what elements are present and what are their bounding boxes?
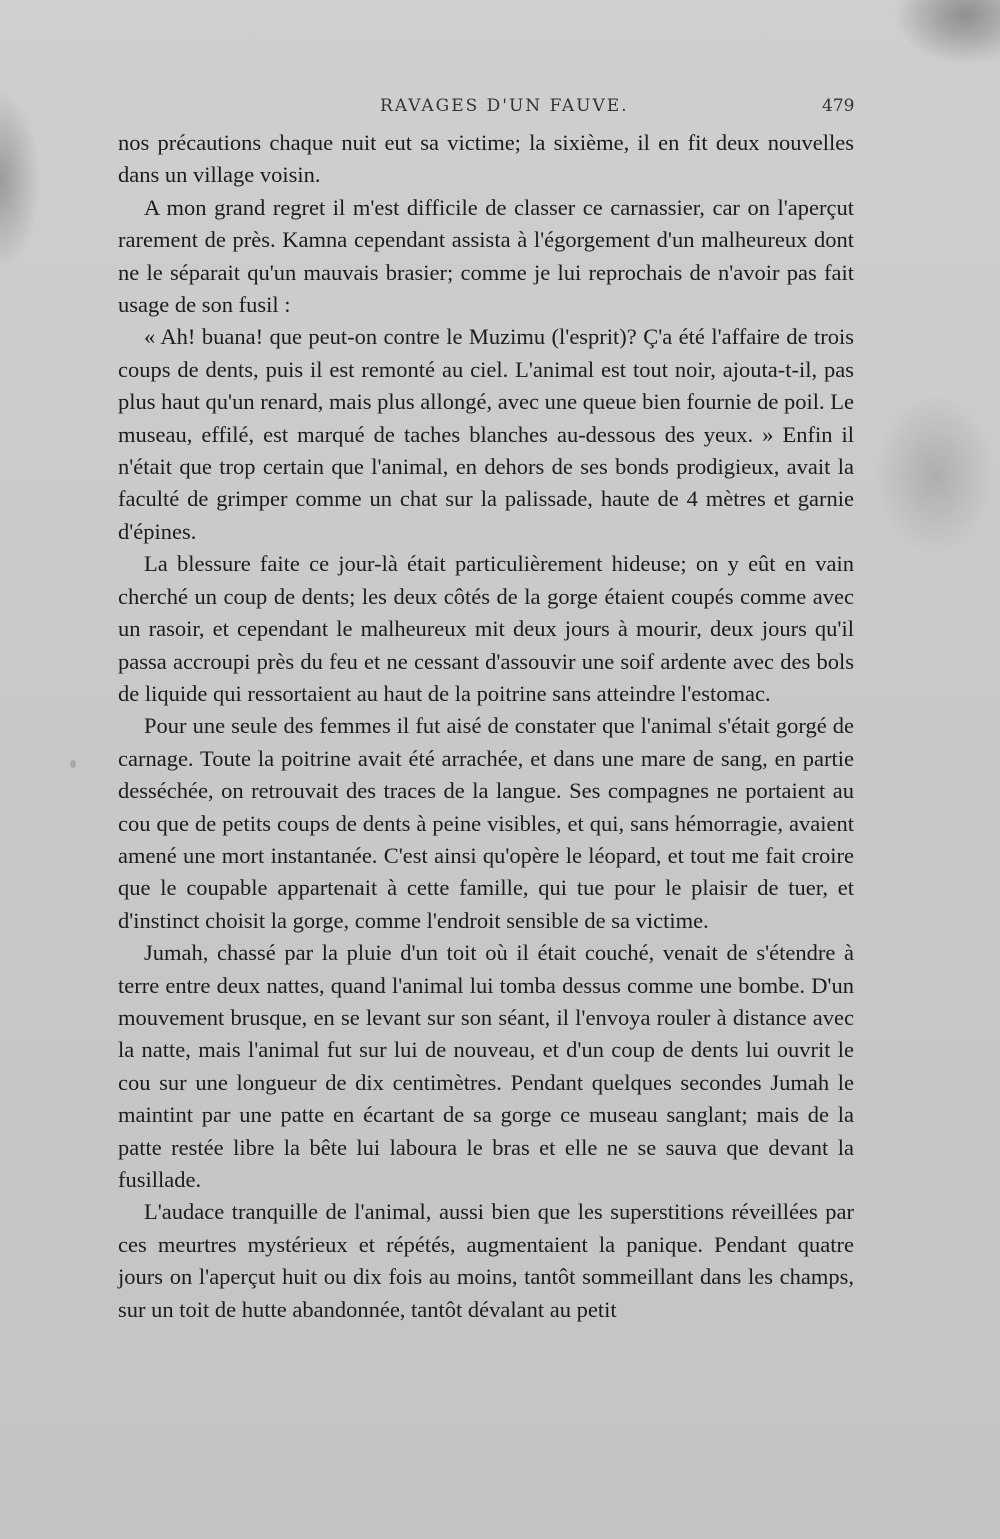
page-number: 479 — [822, 96, 855, 116]
paragraph: nos précautions chaque nuit eut sa victime; la sixième, il en fit deux nouvelles dans un village voisin. — [118, 130, 854, 188]
ink-spot — [70, 760, 76, 768]
paragraph: « Ah! buana! que peut-on contre le Muzimu (l'esprit)? Ç'a été l'affaire de trois coups de dents, puis il est remonté au ciel. L'animal est tout noir, ajouta-t-il, pas plus haut qu'un renard, mais plus allongé, avec une queue bien fournie de poil. Le museau, effilé, est marqué de taches blanches au-dessous des yeux. » Enfin il n'était que trop certain que l'animal, en dehors de ses bonds prodigieux, avait la faculté de grimper comme un chat sur la palissade, haute de 4 mètres et garnie d'épines. — [118, 324, 854, 544]
running-head: RAVAGES D'UN FAUVE. — [380, 96, 629, 116]
paragraph: L'audace tranquille de l'animal, aussi bien que les superstitions réveillées par ces meurtres mystérieux et répétés, augmentaient la panique. Pendant quatre jours on l'aperçut huit ou dix fois au moins, tantôt sommeillant dans les champs, sur un toit de hutte abandonnée, tantôt dévalant au petit — [118, 1199, 854, 1322]
paragraph: Pour une seule des femmes il fut aisé de constater que l'animal s'était gorgé de carnage. Toute la poitrine avait été arrachée, et dans une mare de sang, en partie desséchée, on retrouvait des traces de la langue. Ses compagnes ne portaient au cou que de petits coups de dents à peine visibles, et qui, sans hémorragie, avaient amené une mort instantanée. C'est ainsi qu'opère le léopard, et tout me fait croire que le coupable appartenait à cette famille, qui tue pour le plaisir de tuer, et d'instinct choisit la gorge, comme l'endroit sensible de sa victime. — [118, 713, 854, 933]
body-text — [118, 127, 854, 1326]
paragraph: La blessure faite ce jour-là était particulièrement hideuse; on y eût en vain cherché un coup de dents; les deux côtés de la gorge étaient coupés comme avec un rasoir, et cependant le malheureux mit deux jours à mourir, deux jours qu'il passa accroupi près du feu et ne cessant d'assouvir une soif ardente avec des bols de liquide qui ressortaient au haut de la poitrine sans atteindre l'estomac. — [118, 551, 854, 706]
paragraph: A mon grand regret il m'est difficile de classer ce carnassier, car on l'aperçut rarement de près. Kamna cependant assista à l'égorgement d'un malheureux dont ne le séparait qu'un mauvais brasier; comme je lui reprochais de n'avoir pas fait usage de son fusil : — [118, 194, 854, 318]
paragraph: Jumah, chassé par la pluie d'un toit où il était couché, venait de s'étendre à terre entre deux nattes, quand l'animal lui tomba dessus comme une bombe. D'un mouvement brusque, en se levant sur son séant, il l'envoya rouler à distance avec la natte, mais l'animal fut sur lui de nouveau, et d'un coup de dents lui ouvrit le cou sur une longueur de dix centimètres. Pendant quelques secondes Jumah le maintint par une patte en écartant de sa gorge ce museau sanglant; mais de la patte restée libre la bête lui laboura le bras et elle ne se sauva que devant la fusillade. — [118, 940, 854, 1192]
